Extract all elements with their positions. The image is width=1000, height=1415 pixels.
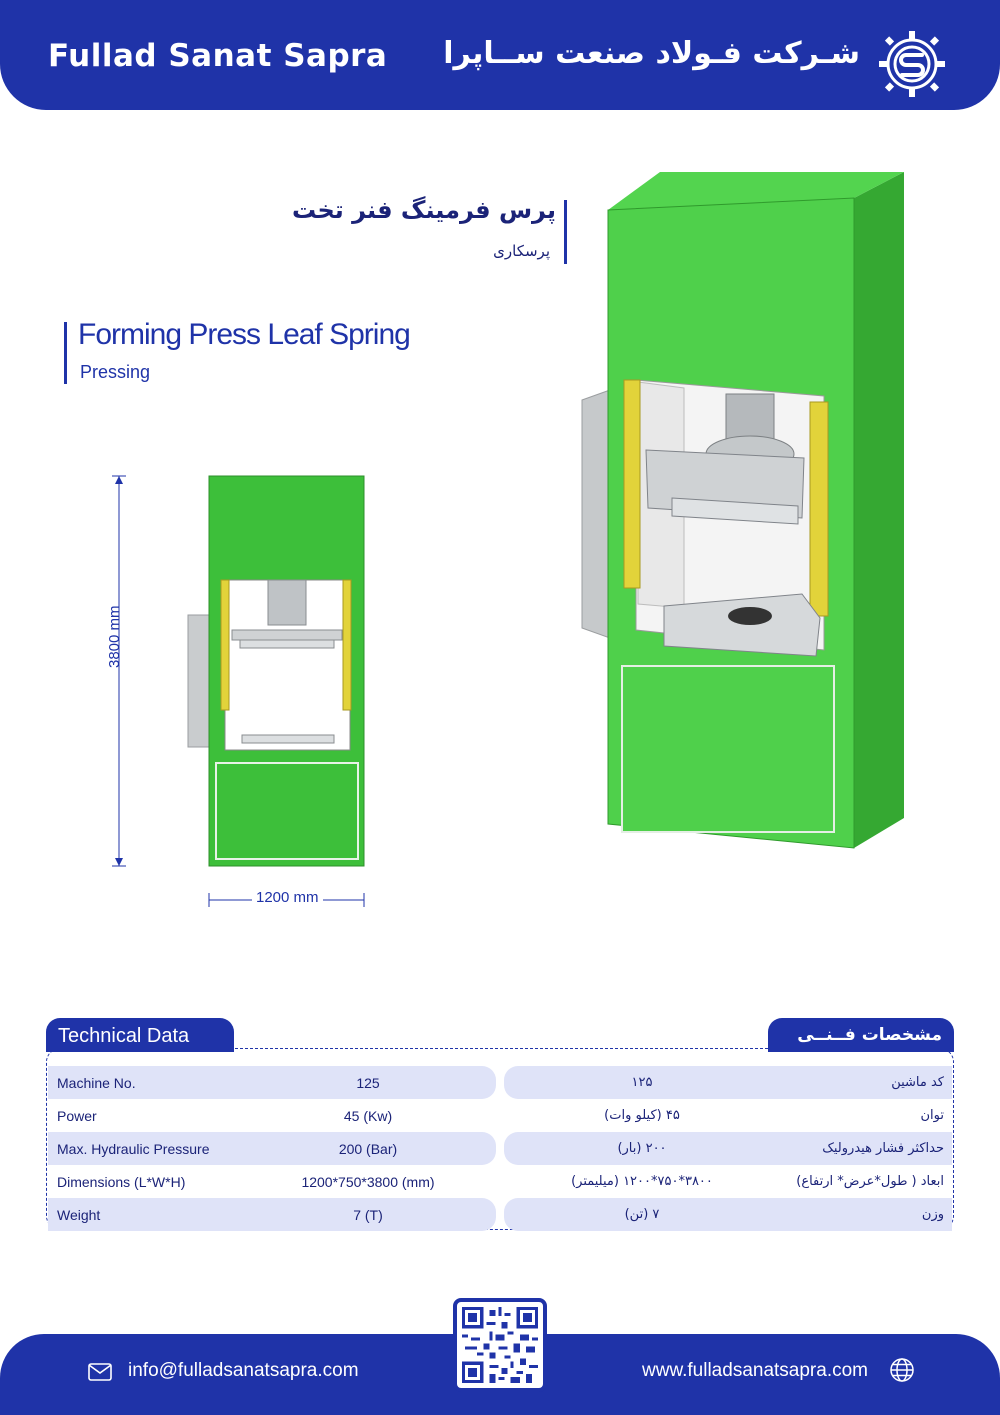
- front-view-drawing: [100, 470, 390, 910]
- table-row: [504, 1198, 952, 1231]
- spec-label: Machine No.: [57, 1074, 136, 1091]
- table-row: [504, 1165, 952, 1198]
- spec-label: Weight: [57, 1206, 101, 1223]
- qr-code-icon: [462, 1307, 538, 1383]
- spec-label: کد ماشین: [891, 1075, 944, 1090]
- website-link[interactable]: www.fulladsanatsapra.com: [642, 1360, 868, 1381]
- product-title-fa: پرس فرمینگ فنر تخت: [292, 196, 556, 224]
- spec-value: 7 (T): [353, 1206, 383, 1223]
- technical-data-tab-fa: مشخصات فــنــی: [768, 1018, 954, 1052]
- product-title-en: Forming Press Leaf Spring: [78, 318, 410, 351]
- spec-label: Dimensions (L*W*H): [57, 1173, 186, 1190]
- spec-rows-fa: [504, 1066, 952, 1231]
- spec-value: ۷ (تن): [624, 1207, 660, 1222]
- width-dimension-label: 1200 mm: [252, 889, 323, 906]
- spec-value: ۱۲۵: [631, 1075, 653, 1090]
- email-link[interactable]: info@fulladsanatsapra.com: [128, 1360, 359, 1381]
- machine-3d-render: [576, 168, 906, 858]
- table-row: [504, 1132, 952, 1165]
- product-subtitle-fa: پرسکاری: [493, 242, 550, 260]
- spec-label: توان: [920, 1108, 944, 1123]
- table-row: [504, 1099, 952, 1132]
- spec-value: ۳۸۰۰*۷۵۰*۱۲۰۰ (میلیمتر): [571, 1174, 713, 1189]
- spec-label: وزن: [921, 1207, 944, 1222]
- spec-label: حداکثر فشار هیدرولیک: [822, 1141, 944, 1156]
- table-row: [48, 1099, 496, 1132]
- spec-value: 45 (Kw): [343, 1107, 393, 1124]
- spec-value: ۲۰۰ (بار): [617, 1141, 667, 1156]
- company-logo-icon: [876, 28, 948, 100]
- spec-label: Power: [57, 1107, 97, 1124]
- brand-name-en: Fullad Sanat Sapra: [48, 38, 388, 74]
- spec-value: 125: [356, 1074, 380, 1091]
- height-dimension-label: 3800 mm: [106, 605, 123, 668]
- table-row: [48, 1198, 496, 1231]
- globe-icon: [889, 1357, 915, 1383]
- product-subtitle-en: Pressing: [80, 362, 151, 382]
- technical-data-section: [46, 1018, 954, 1232]
- spec-label: Max. Hydraulic Pressure: [57, 1140, 210, 1157]
- spec-label: ابعاد ( طول*عرض* ارتفاع): [796, 1174, 944, 1189]
- spec-rows-en: [48, 1066, 496, 1231]
- envelope-icon: [88, 1363, 112, 1381]
- title-accent-bar: [564, 200, 567, 264]
- table-row: [504, 1066, 952, 1099]
- table-row: [48, 1132, 496, 1165]
- table-row: [48, 1066, 496, 1099]
- spec-value: 200 (Bar): [338, 1140, 398, 1157]
- qr-code[interactable]: [453, 1298, 547, 1392]
- brand-name-fa: شـرکت فـولاد صنعت ســاپرا: [443, 36, 860, 71]
- spec-value: 1200*750*3800 (mm): [301, 1173, 435, 1190]
- table-row: [48, 1165, 496, 1198]
- header-bar: [0, 0, 1000, 110]
- title-accent-bar: [64, 322, 67, 384]
- technical-data-tab-en: Technical Data: [46, 1018, 234, 1052]
- spec-value: ۴۵ (کیلو وات): [604, 1108, 680, 1123]
